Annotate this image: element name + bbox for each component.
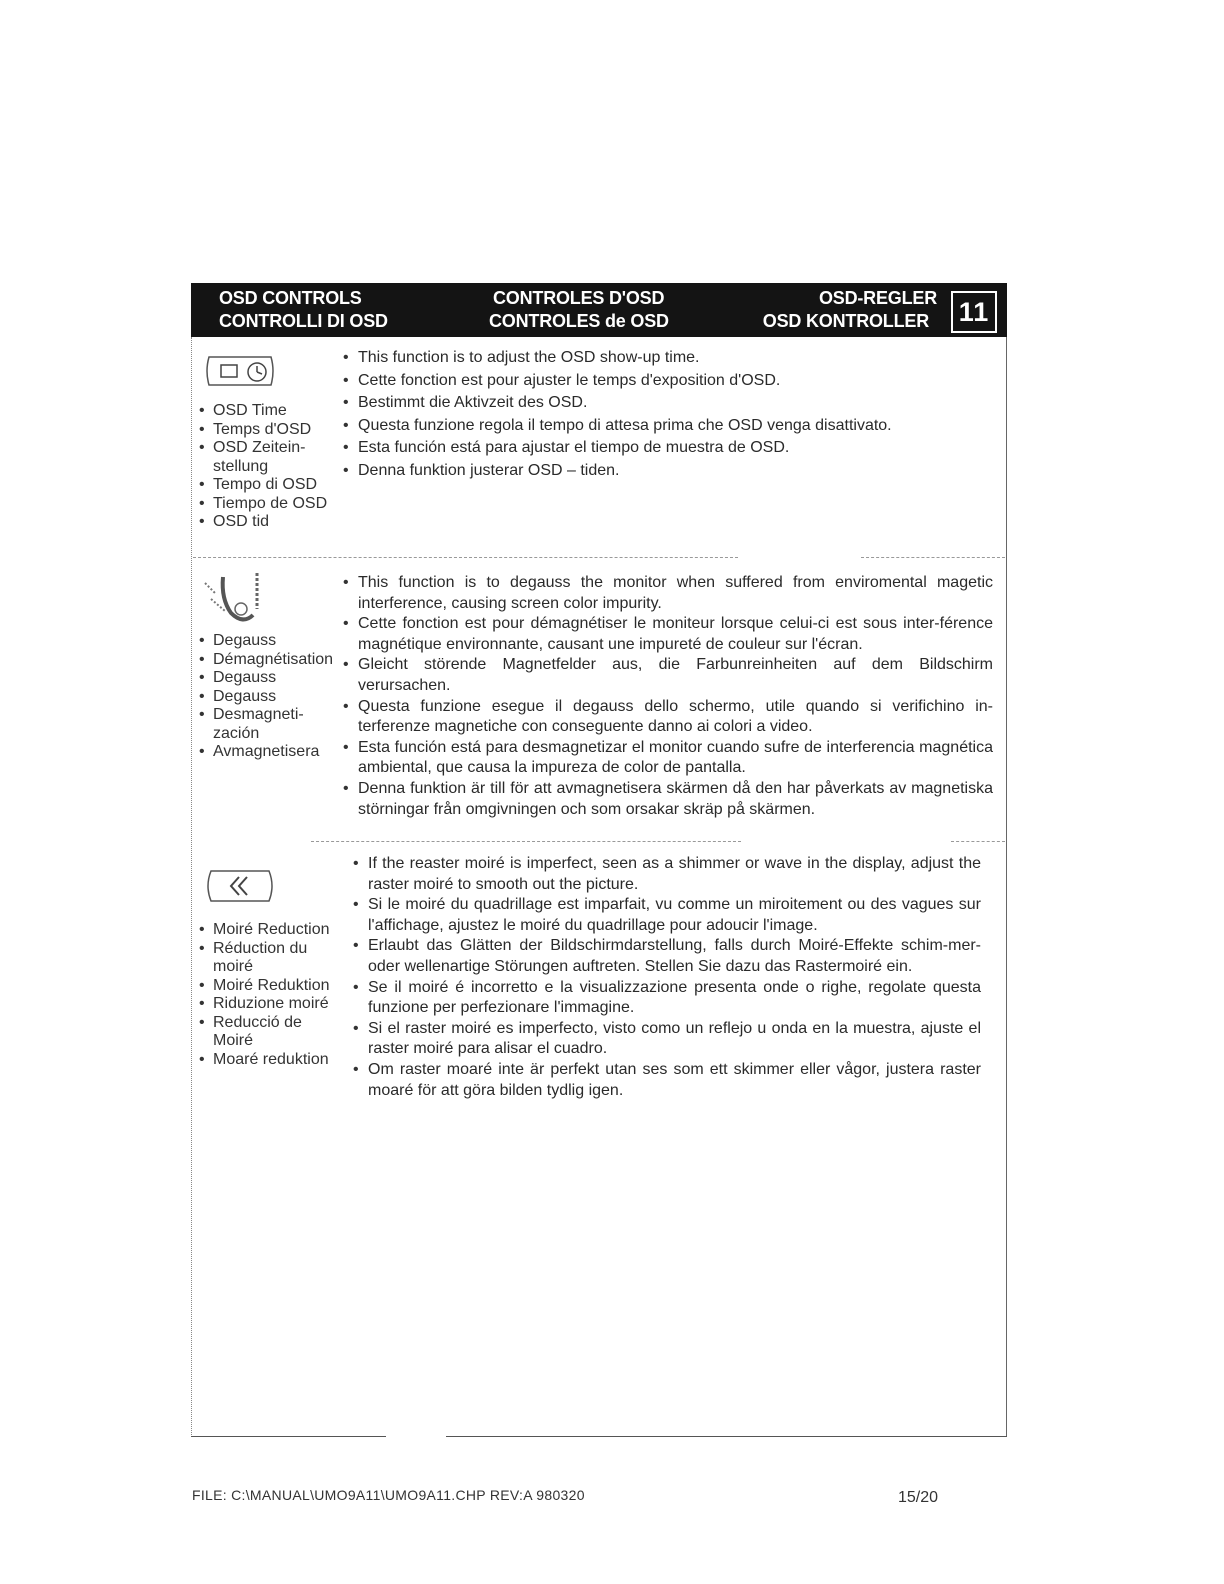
list-item: • Si el raster moiré es imperfecto, visto como un reflejo u onda en la muestra, ajuste el raster moiré para alisar el cuadro. [351,1019,981,1060]
header-title-fr: CONTROLES D'OSD [493,288,665,308]
list-item: • Démagnétisation [191,651,341,670]
list-item: • OSD tid [191,513,341,532]
list-item: • Degauss [191,632,341,651]
moire-reduction-description-list [351,854,981,1101]
list-item: • Denna funktion justerar OSD – tiden. [341,460,981,483]
frame-right-border [1006,337,1007,1437]
degauss-name-list [191,632,341,762]
header-title-it: CONTROLLI DI OSD [219,311,388,331]
frame-bottom-border [191,1436,386,1437]
list-item: • Avmagnetisera [191,743,341,762]
frame-bottom-border [446,1436,1007,1437]
page-number: 15/20 [898,1489,939,1506]
section-divider [193,557,738,558]
list-item: • Moaré reduktion [191,1051,341,1070]
list-item: • Cette fonction est pour démagnétiser le moniteur lorsque celui-ci est sous inter-férence magnétique environnante, causant une impureté de couleur sur l'écran. [341,614,993,655]
header-title-sv: OSD KONTROLLER [762,311,929,331]
list-item: • Degauss [191,669,341,688]
list-item: • If the reaster moiré is imperfect, seen as a shimmer or wave in the display, adjust the raster moiré to smooth out the picture. [351,854,981,895]
chapter-number-badge: 11 [951,291,997,333]
list-item: • Se il moiré é incorretto e la visualizzazione presenta onde o righe, regolate questa funzione per perfezionare l'immagine. [351,978,981,1019]
manual-page [191,283,1007,1438]
list-item: • Gleicht störende Magnetfelder aus, die Farbunreinheiten auf dem Bildschirm verursachen. [341,655,993,696]
header-title-es: CONTROLES de OSD [489,311,669,331]
list-item: • Temps d'OSD [191,421,341,440]
degauss-icon [201,569,271,634]
list-item: • Réduction du moiré [191,940,341,977]
list-item: • Cette fonction est pour ajuster le temps d'exposition d'OSD. [341,370,981,393]
list-item: • Moiré Reduction [191,921,341,940]
osd-time-icon [201,351,279,396]
moire-reduction-name-list [191,921,341,1069]
list-item: • Si le moiré du quadrillage est imparfait, vu comme un miroitement ou des vagues sur l'affichage, ajustez le moiré du quadrillage pour adoucir l'image. [351,895,981,936]
list-item: • Questa funzione esegue il degauss dello schermo, utile quando si verifichino in-terferenze magnetiche con conseguente danno ai colori a video. [341,697,993,738]
section-header-bar [191,283,1007,337]
osd-time-description-list [341,347,981,482]
degauss-description-list [341,573,993,820]
list-item: • Denna funktion är till för att avmagnetisera skärmen då den har påverkats av magnetiska störningar från omgivningen och som orsakar skräp på skärmen. [341,779,993,820]
list-item: • Tempo di OSD [191,476,341,495]
list-item: • Riduzione moiré [191,995,341,1014]
list-item: • OSD Time [191,402,341,421]
list-item: • Bestimmt die Aktivzeit des OSD. [341,392,981,415]
list-item: • Esta función está para ajustar el tiempo de muestra de OSD. [341,437,981,460]
list-item: • Erlaubt das Glätten der Bildschirmdarstellung, falls durch Moiré-Effekte schim-mer- oder wellenartige Störungen auftreten. Stellen Sie dazu das Rastermoiré ein. [351,936,981,977]
file-path-footer: FILE: C:\MANUAL\UMO9A11\UMO9A11.CHP REV:A 980320 [192,1487,585,1503]
list-item: • Questa funzione regola il tempo di attesa prima che OSD venga disattivato. [341,415,981,438]
list-item: • Degauss [191,688,341,707]
section-divider [951,841,1005,842]
osd-time-name-list [191,402,341,532]
list-item: • This function is to degauss the monitor when suffered from enviromental magetic interference, causing screen color impurity. [341,573,993,614]
list-item: • Om raster moaré inte är perfekt utan ses som ett skimmer eller vågor, justera raster moaré för att göra bilden tydlig igen. [351,1060,981,1101]
section-divider [311,841,741,842]
header-title-en: OSD CONTROLS [219,288,362,308]
list-item: • Reducció de Moiré [191,1014,341,1051]
list-item: • Desmagneti-zación [191,706,341,743]
list-item: • Moiré Reduktion [191,977,341,996]
list-item: • Tiempo de OSD [191,495,341,514]
moire-reduction-icon [201,863,281,914]
list-item: • This function is to adjust the OSD show-up time. [341,347,981,370]
header-title-de: OSD-REGLER [818,288,937,308]
section-divider [861,557,1005,558]
list-item: • OSD Zeitein-stellung [191,439,341,476]
list-item: • Esta función está para desmagnetizar el monitor cuando sufre de interferencia magnética ambiental, que causa la impureza de color de pantalla. [341,738,993,779]
